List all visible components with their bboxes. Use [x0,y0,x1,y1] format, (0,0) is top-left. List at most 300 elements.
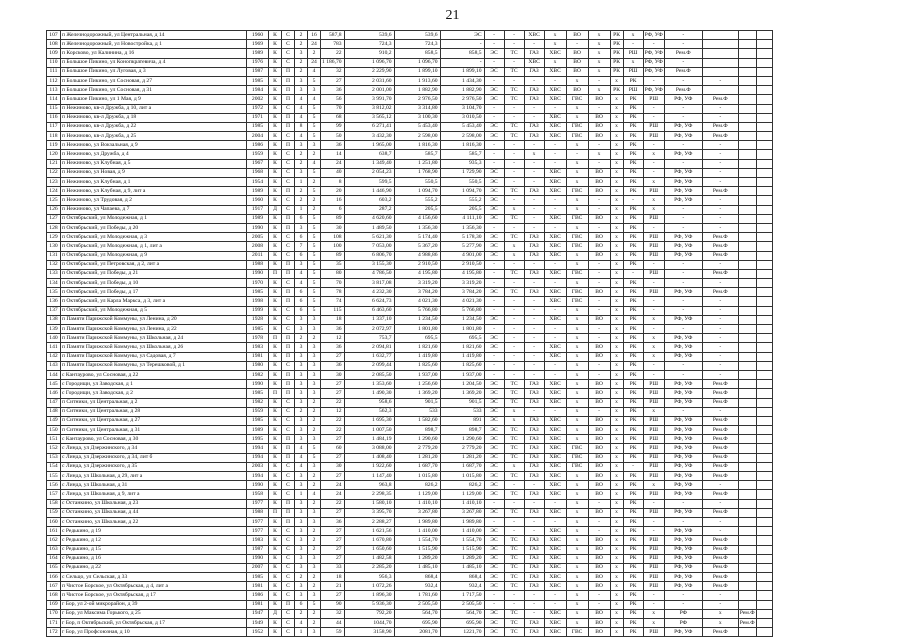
table-cell: РК [623,178,643,187]
table-cell: ТС [504,426,524,435]
table-cell: 3 [308,389,321,398]
table-cell: х [610,242,623,251]
table-cell: РК [623,122,643,131]
table-cell: - [504,499,524,508]
table-cell: 1 094,70 [440,187,484,196]
table-row [47,86,773,95]
table-cell: 2 598,00 [440,132,484,141]
table-cell: РФ, УФ [664,196,702,205]
table-cell: 8 [321,178,345,187]
table-cell: К [269,472,282,481]
table-cell: х [643,315,664,324]
table-cell: РФ, УФ [664,508,702,517]
table-cell: 3 [295,141,308,150]
table-cell: 1 882,90 [440,86,484,95]
table-cell: 1987 [247,67,269,76]
row-number-cell: 166 [47,573,61,582]
table-cell: х [610,141,623,150]
table-cell: РК [623,150,643,159]
table-cell: 1 015,80 [394,472,440,481]
table-cell: РФ, УФ [664,582,702,591]
table-cell: 1 234,50 [440,315,484,324]
table-cell: ВО [588,508,610,517]
table-row [47,527,773,536]
table-cell: К [269,444,282,453]
address-cell: п Ситники, ул Центральная, д 2 [61,398,247,407]
table-cell: РФ, УФ [664,380,702,389]
table-cell: РК [623,481,643,490]
table-cell: РК [623,573,643,582]
table-cell [756,58,772,67]
table-cell: ЭС [484,242,504,251]
table-cell: 1 015,80 [440,472,484,481]
table-cell: - [504,361,524,370]
table-cell: - [484,76,504,85]
table-cell [756,380,772,389]
table-cell: 2 [295,58,308,67]
table-cell: РК [623,141,643,150]
row-number-cell: 156 [47,481,61,490]
table-cell: К [269,499,282,508]
table-cell: 3 [308,462,321,471]
table-cell: С [282,196,295,205]
table-cell: ХВС [544,297,566,306]
table-cell: ХВС [544,444,566,453]
table-cell: х [566,527,588,536]
table-cell: 1999 [247,306,269,315]
table-cell [738,49,756,58]
address-cell: п Октябрьский, ул Победы, д 20 [61,223,247,232]
table-cell: - [484,517,504,526]
table-cell: ЭС [484,444,504,453]
table-cell [756,426,772,435]
table-cell: 2 [295,159,308,168]
table-cell: х [643,609,664,618]
table-cell: ВО [588,426,610,435]
table-cell: РФ, УФ [664,233,702,242]
table-cell: - [484,40,504,49]
table-row [47,150,773,159]
table-cell [756,352,772,361]
table-cell: ЭС [484,315,504,324]
table-cell: х [544,58,566,67]
table-cell: 3 [295,499,308,508]
address-cell: п Октябрьский, ул Карла Маркса, д 3, лит а [61,297,247,306]
table-cell: РК [623,315,643,324]
table-cell: 1 337,10 [344,315,394,324]
table-cell: х [504,407,524,416]
table-cell: 1 937,00 [394,370,440,379]
table-cell: С [282,527,295,536]
table-cell: х [610,462,623,471]
table-cell: РФ, УФ [664,187,702,196]
table-cell: С [282,416,295,425]
table-cell: 60 [321,444,345,453]
table-cell: 21 [321,582,345,591]
table-cell: 7 053,00 [344,242,394,251]
table-cell: ГАЗ [524,95,544,104]
table-cell: ЭС [484,86,504,95]
table-cell: ВО [588,352,610,361]
table-cell: 1994 [247,472,269,481]
table-cell: ВО [588,582,610,591]
table-cell: С [282,58,295,67]
table-cell: 638,7 [344,150,394,159]
table-cell [756,490,772,499]
table-cell: - [664,591,702,600]
table-cell: х [610,104,623,113]
table-cell: П [269,389,282,398]
table-cell: х [566,159,588,168]
table-cell: - [524,499,544,508]
table-cell: ВО [588,233,610,242]
table-cell: ВО [588,122,610,131]
table-cell: 287,2 [344,205,394,214]
table-cell: 1 251,80 [394,159,440,168]
table-cell: ГВС [566,628,588,637]
table-cell: С [282,545,295,554]
table-cell: ХВС [544,352,566,361]
address-cell: п Нежиново, кв-л Дружба, д 10, лит а [61,104,247,113]
address-cell: п Нежиново, ул Трудовая, д 2 [61,196,247,205]
table-cell: РК [623,132,643,141]
table-cell: 3 [295,517,308,526]
table-cell: 2 [295,31,308,40]
table-cell: ГАЗ [524,242,544,251]
table-cell: ВО [588,343,610,352]
address-cell: п Железнодорожный, ул Центральная, д 14 [61,31,247,40]
table-cell: - [524,168,544,177]
table-cell: 932,4 [394,582,440,591]
table-cell: 1 729,90 [440,168,484,177]
table-cell: - [504,279,524,288]
table-cell [738,168,756,177]
table-cell: - [702,600,738,609]
table-cell: ХВС [544,609,566,618]
table-cell: х [610,628,623,637]
table-cell: 2 [308,499,321,508]
table-cell: 1 489,50 [344,223,394,232]
table-cell: 1 256,60 [394,380,440,389]
table-cell: - [588,279,610,288]
table-cell: 2 779,20 [394,444,440,453]
address-cell: п Октябрьский, ул Молодежная, д 5 [61,306,247,315]
table-cell: ГАЗ [524,573,544,582]
table-cell: 1 290,60 [394,435,440,444]
table-cell: х [610,370,623,379]
table-cell: 5 [308,444,321,453]
table-cell [738,132,756,141]
table-cell [756,205,772,214]
table-cell: 3 784,20 [440,288,484,297]
table-cell: х [566,472,588,481]
table-cell: х [610,205,623,214]
table-cell: ВО [588,563,610,572]
address-cell: п Нежиново, ул Клубная, д 5 [61,159,247,168]
table-cell: - [664,306,702,315]
table-cell: С [282,325,295,334]
table-cell: С [282,563,295,572]
table-cell: ЭС [484,205,504,214]
table-cell: 4 232,30 [344,288,394,297]
table-cell: - [566,150,588,159]
table-cell: 1960 [247,31,269,40]
table-row [47,132,773,141]
table-cell: РК [623,159,643,168]
row-number-cell: 164 [47,554,61,563]
address-cell: с Линда, ул Дзержинского, д 35 [61,462,247,471]
table-cell [738,352,756,361]
table-cell: 4 111,10 [440,214,484,223]
table-cell: Рем.Ф [702,426,738,435]
table-cell: 3 [308,628,321,637]
table-cell: Д [269,609,282,618]
table-cell: 100 [321,242,345,251]
table-cell: 3 010,50 [440,113,484,122]
table-cell: - [588,499,610,508]
table-cell: 1 369,20 [394,389,440,398]
table-cell: 1 922,60 [344,462,394,471]
table-cell: х [610,508,623,517]
table-cell: - [524,517,544,526]
table-cell [738,223,756,232]
table-cell: К [269,343,282,352]
table-cell: ГВС [566,132,588,141]
address-cell: г Бор, п Октябрьский, ул Октябрьская, д 17 [61,619,247,628]
table-cell: К [269,95,282,104]
table-row [47,370,773,379]
table-cell: РК [623,288,643,297]
row-number-cell: 128 [47,223,61,232]
table-cell: 24 [321,481,345,490]
table-cell: 4 [295,279,308,288]
table-cell: ЭС [484,453,504,462]
table-cell: 4 620,60 [344,214,394,223]
table-cell: ЭС [484,233,504,242]
table-cell: 6 [295,214,308,223]
table-cell [738,58,756,67]
table-cell: х [610,619,623,628]
table-cell: РШ [643,444,664,453]
table-cell: х [610,435,623,444]
table-cell: ХВС [524,31,544,40]
table-cell: К [269,58,282,67]
table-cell: С [282,609,295,618]
table-cell: - [484,260,504,269]
table-cell: 4 988,86 [394,251,440,260]
table-cell [738,508,756,517]
table-cell [738,315,756,324]
page-number: 21 [445,8,460,23]
table-cell: - [702,343,738,352]
table-cell: 4 195,80 [394,269,440,278]
table-cell: 3 [308,361,321,370]
table-cell: 90 [321,600,345,609]
table-cell [738,499,756,508]
table-cell: х [610,499,623,508]
table-cell: 22 [321,416,345,425]
table-cell: 36 [321,325,345,334]
table-cell: 18 [321,315,345,324]
table-cell [756,297,772,306]
table-cell: х [610,315,623,324]
table-cell: 1958 [247,490,269,499]
table-cell: ВО [588,472,610,481]
table-cell: РК [623,517,643,526]
table-cell: 2 001,00 [344,86,394,95]
table-cell: ГАЗ [524,554,544,563]
table-cell: 56 [321,95,345,104]
table-cell [756,279,772,288]
row-number-cell: 109 [47,49,61,58]
table-cell: 5 367,20 [394,242,440,251]
table-cell: 2 [308,573,321,582]
table-cell: 2 072,97 [344,325,394,334]
row-number-cell: 121 [47,159,61,168]
table-cell: - [484,325,504,334]
table-cell: ГАЗ [524,122,544,131]
table-cell [738,196,756,205]
table-cell: х [566,563,588,572]
table-cell: 115 [321,306,345,315]
table-cell: 2 [308,196,321,205]
table-cell [738,233,756,242]
address-cell: п Нежиново, ул Вокзальная, д 9 [61,141,247,150]
table-cell: ВО [588,214,610,223]
row-number-cell: 142 [47,352,61,361]
table-cell: РК [623,325,643,334]
table-cell: - [702,214,738,223]
table-cell: 1 515,90 [394,545,440,554]
table-cell: 1 821,60 [440,343,484,352]
table-cell: х [566,389,588,398]
table-row [47,453,773,462]
table-cell: 7 [295,242,308,251]
table-row [47,609,773,618]
table-cell: 6 [295,288,308,297]
table-cell: х [643,196,664,205]
table-cell: 5 [308,242,321,251]
table-cell: ТС [504,453,524,462]
table-cell [756,40,772,49]
table-cell: ХВС [544,242,566,251]
table-cell: - [702,113,738,122]
table-cell: х [544,31,566,40]
table-cell: 1 687,70 [440,462,484,471]
table-cell: 1989 [247,49,269,58]
table-cell: - [702,591,738,600]
table-cell: 585,7 [394,150,440,159]
table-cell: - [440,58,484,67]
table-cell: С [282,150,295,159]
table-cell: ВО [588,187,610,196]
table-cell: 2 [308,426,321,435]
table-cell: х [588,31,610,40]
table-row [47,398,773,407]
table-cell [738,279,756,288]
table-cell: 30 [321,223,345,232]
table-cell: 5 766,80 [440,306,484,315]
table-cell: - [643,223,664,232]
table-cell: 3 [295,49,308,58]
table-cell: РФ, УФ [664,554,702,563]
table-cell: РК [623,104,643,113]
table-cell: х [566,545,588,554]
table-cell [702,58,738,67]
table-cell: Рем.Ф [702,389,738,398]
table-cell: 1 490,30 [344,389,394,398]
table-cell: К [269,251,282,260]
table-cell: П [282,389,295,398]
table-cell [702,40,738,49]
table-cell: РШ [643,132,664,141]
table-cell: 3 [295,352,308,361]
table-cell: ЭС [484,67,504,76]
table-cell: К [269,517,282,526]
table-cell [756,178,772,187]
table-cell: х [610,269,623,278]
table-cell: - [623,196,643,205]
table-cell: 550,5 [440,178,484,187]
address-cell: п Октябрьский, ул Победы, д 10 [61,279,247,288]
table-cell [738,389,756,398]
table-cell: К [269,168,282,177]
table-cell: 27 [321,380,345,389]
table-cell: ТС [504,573,524,582]
table-cell: 12 [321,407,345,416]
table-row [47,352,773,361]
table-cell: х [566,398,588,407]
table-cell: - [524,527,544,536]
table-cell: П [282,435,295,444]
table-cell: 695,90 [394,619,440,628]
table-cell: - [643,600,664,609]
table-cell: ГВС [566,462,588,471]
table-cell: 3 [295,481,308,490]
table-row [47,95,773,104]
table-cell: 1954 [247,178,269,187]
address-cell: п Октябрьский, ул Молодежная, д 3 [61,233,247,242]
table-cell: С [282,178,295,187]
table-cell: - [544,325,566,334]
table-cell [756,95,772,104]
table-cell: ГВС [566,122,588,131]
table-cell: х [566,407,588,416]
table-cell: - [702,223,738,232]
table-cell: ЭС [484,573,504,582]
table-cell: - [664,40,702,49]
table-cell: - [623,40,643,49]
table-cell: РК [623,435,643,444]
table-cell: х [643,150,664,159]
table-cell: Рем.Ф [702,554,738,563]
table-cell: РК [623,416,643,425]
table-cell: 2 [308,416,321,425]
table-cell: х [610,527,623,536]
table-cell: 1 882,90 [394,86,440,95]
table-cell: 1 937,00 [440,370,484,379]
table-cell: ХВС [544,628,566,637]
table-cell [756,600,772,609]
table-cell: ТС [504,398,524,407]
table-cell: РШ [643,426,664,435]
table-cell: х [702,619,738,628]
table-row [47,31,773,40]
table-cell [738,67,756,76]
table-cell: - [544,370,566,379]
table-row [47,563,773,572]
table-cell: - [643,325,664,334]
